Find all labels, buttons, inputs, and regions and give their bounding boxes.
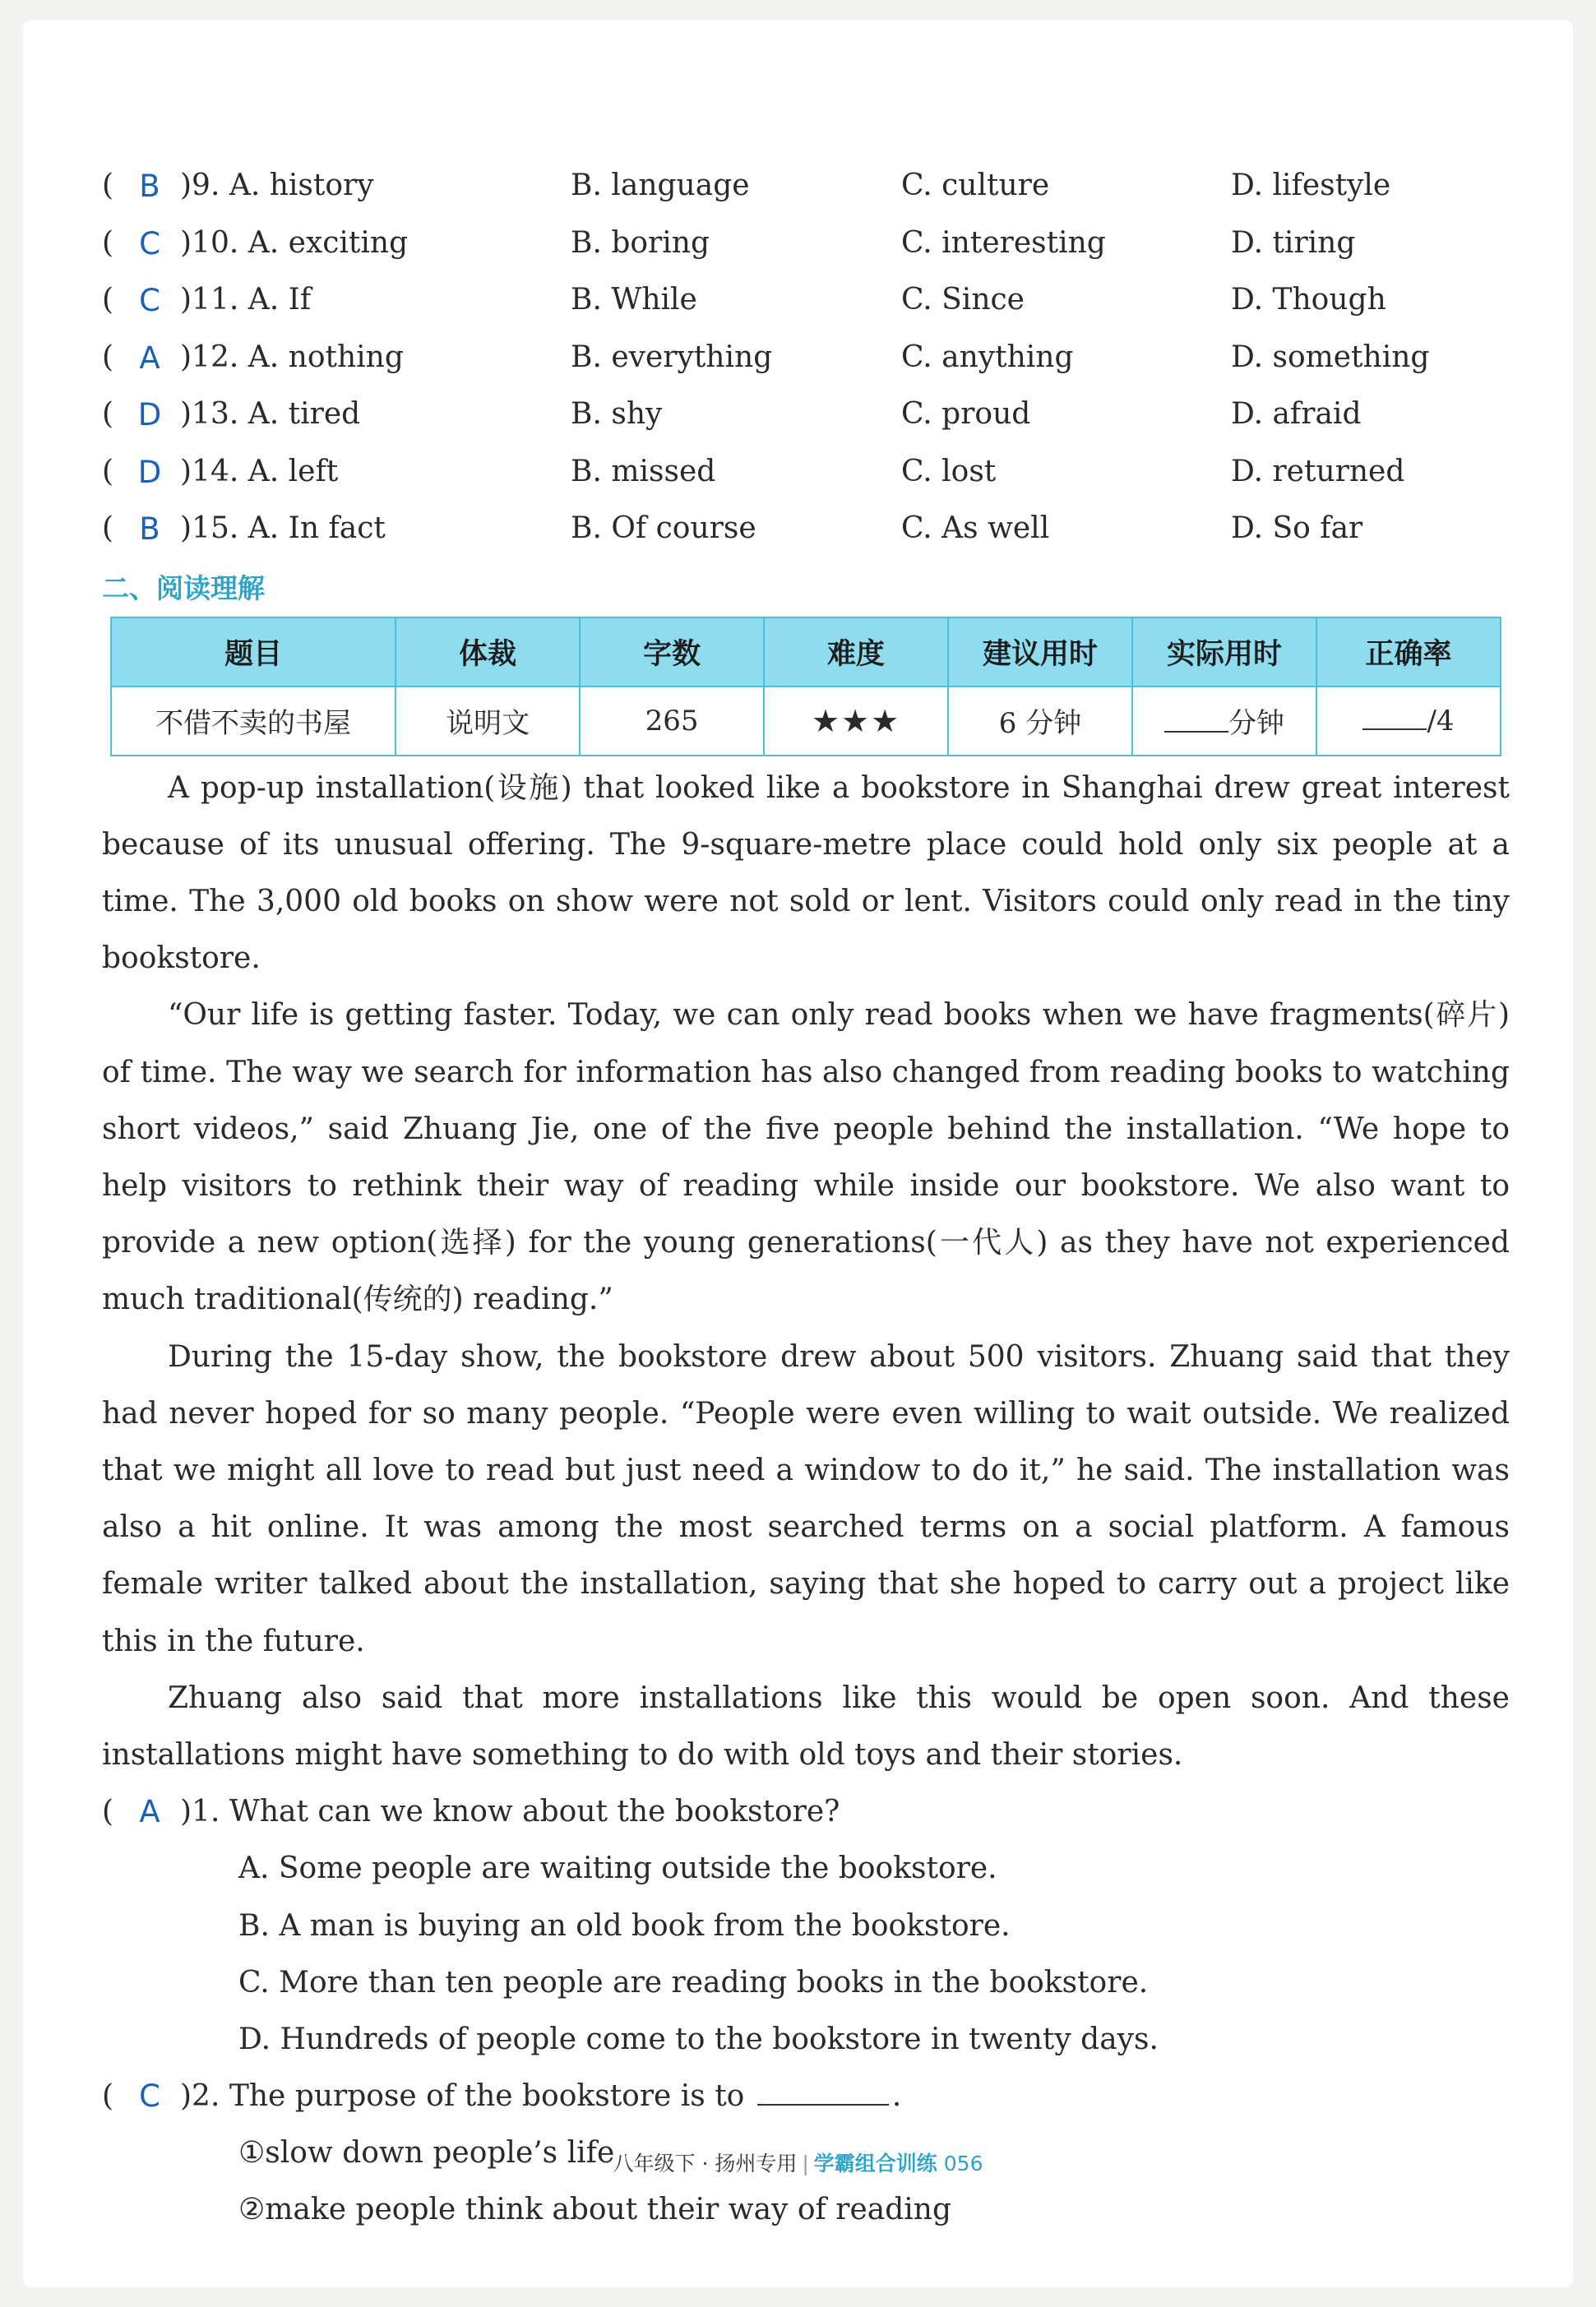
option-d: D. tiring: [1231, 225, 1356, 260]
fill-blank: [757, 2076, 889, 2106]
passage-paragraph: A pop-up installation(设施) that looked like a bookstore in Shanghai drew great interest because of its unusual offering. The 9-square-metre place could hold only six people at a time. The 3,000 old books on show were not sold or lent. Visitors could only read in the tiny bookstore.: [102, 770, 1510, 976]
option-c: C. interesting: [901, 225, 1106, 260]
paren: (: [102, 511, 114, 545]
cell-accuracy: [1316, 687, 1501, 756]
header-genre: 体裁: [396, 617, 580, 687]
cell-difficulty-stars: ★★★: [764, 687, 948, 756]
option-d: D. afraid: [1231, 397, 1362, 431]
cloze-row: [102, 275, 1510, 332]
blank-line: [1362, 704, 1427, 730]
cell-suggested-time: 6 分钟: [948, 687, 1132, 756]
question-1: [102, 1783, 1510, 2068]
option-d: D. returned: [1231, 454, 1405, 488]
cell-actual-time: [1132, 687, 1316, 756]
statement-2: ②make people think about their way of reading: [238, 2193, 952, 2227]
cloze-row: [102, 389, 1510, 446]
option-c: C. proud: [901, 397, 1031, 431]
question-option-a: )12. A. nothing: [180, 340, 404, 374]
option-c: C. lost: [901, 454, 997, 488]
table-row: [111, 687, 1501, 756]
paren: (: [102, 454, 114, 488]
footer-brand: 学霸组合训练: [813, 2152, 937, 2175]
header-difficulty: 难度: [764, 617, 948, 687]
worksheet-content: [102, 160, 1510, 2239]
cloze-row: [102, 218, 1510, 275]
answer-letter: B: [139, 511, 160, 547]
table-header-row: [111, 617, 1501, 687]
option-b: B. Of course: [571, 511, 756, 545]
option-b: B. shy: [571, 397, 663, 431]
cloze-answers: [102, 160, 1510, 561]
cloze-row: [102, 503, 1510, 561]
cloze-row: [102, 446, 1510, 504]
paren: (: [102, 340, 114, 374]
header-actual-time: 实际用时: [1132, 617, 1316, 687]
option-c: C. Since: [901, 283, 1025, 317]
option-b: B. language: [571, 169, 750, 202]
option-d: D. So far: [1231, 511, 1363, 545]
question-option-a: )14. A. left: [180, 454, 339, 488]
question-option-a: )13. A. tired: [180, 397, 361, 431]
answer-letter: D: [137, 454, 162, 490]
accuracy-suffix: /4: [1427, 705, 1455, 737]
statement-1: ①slow down people’s life: [238, 2136, 615, 2171]
paren: (: [102, 169, 114, 202]
cloze-row: [102, 332, 1510, 390]
unit-label: 分钟: [1228, 707, 1284, 740]
header-words: 字数: [580, 617, 764, 687]
question-option-a: )9. A. history: [180, 169, 374, 202]
page-footer: [0, 2147, 1596, 2177]
answer-letter: C: [139, 225, 160, 261]
passage-info-table: [110, 617, 1501, 756]
paren: (: [102, 283, 114, 317]
option-b: B. boring: [571, 225, 710, 260]
paren: (: [102, 225, 114, 260]
header-suggested-time: 建议用时: [948, 617, 1132, 687]
answer-letter: A: [139, 1794, 160, 1830]
question-stem: [102, 1783, 1510, 1840]
cell-title: 不借不卖的书屋: [111, 687, 396, 756]
footer-grade: 八年级下 · 扬州专用: [613, 2152, 798, 2175]
reading-passage: [102, 760, 1510, 1784]
question-stem: [102, 2068, 1510, 2124]
section-title: 二、阅读理解: [102, 571, 265, 604]
answer-letter: C: [139, 2078, 160, 2115]
question-option-a: )10. A. exciting: [180, 225, 409, 260]
option-d: D. Hundreds of people come to the bookstore in twenty days.: [238, 2022, 1159, 2056]
stem-text: )1. What can we know about the bookstore?: [180, 1795, 840, 1829]
answer-letter: D: [137, 397, 162, 432]
passage-paragraph: “Our life is getting faster. Today, we can only read books when we have fragments(碎片) of time. The way we search for information has also changed from reading books to watching short videos,” said Zhuang Jie, one of the five people behind the installation. “We hope to help visitors to rethink their way of reading while inside our bookstore. We also want to provide a new option(选择) for the young generations(一代人) as they have not experienced much traditional(传统的) reading.”: [102, 998, 1510, 1317]
question-option-a: )11. A. If: [180, 283, 312, 317]
answer-letter: C: [139, 283, 160, 318]
answer-letter: A: [139, 340, 160, 376]
question-option-a: )15. A. In fact: [180, 511, 386, 545]
paren: (: [102, 1795, 114, 1829]
header-accuracy: 正确率: [1316, 617, 1501, 687]
option-c: C. culture: [901, 169, 1050, 202]
paren: (: [102, 397, 114, 431]
blank-line: [1164, 706, 1228, 733]
option-b: B. A man is buying an old book from the bookstore.: [238, 1908, 1011, 1943]
option-d: D. lifestyle: [1231, 169, 1391, 202]
footer-separator: |: [802, 2152, 809, 2175]
cloze-row: [102, 160, 1510, 218]
paren: (: [102, 2079, 114, 2114]
option-c: C. As well: [901, 511, 1050, 545]
option-a: A. Some people are waiting outside the bookstore.: [238, 1852, 997, 1886]
cell-genre: 说明文: [396, 687, 580, 756]
option-d: D. something: [1231, 340, 1430, 374]
option-b: B. everything: [571, 340, 773, 374]
option-c: C. anything: [901, 340, 1074, 374]
passage-paragraph: Zhuang also said that more installations like this would be open soon. And these installations might have something to do with old toys and their stories.: [102, 1681, 1510, 1772]
page-number: 056: [943, 2152, 983, 2175]
stem-text: )2. The purpose of the bookstore is to .: [180, 2068, 901, 2124]
option-b: B. missed: [571, 454, 716, 488]
option-d: D. Though: [1231, 283, 1386, 317]
passage-paragraph: During the 15-day show, the bookstore drew about 500 visitors. Zhuang said that they had never hoped for so many people. “People were even willing to wait outside. We realized that we might all love to read but just need a window to do it,” he said. The installation was also a hit online. It was among the most searched terms on a social platform. A famous female writer talked about the installation, saying that she hoped to carry out a project like this in the future.: [102, 1339, 1510, 1658]
header-title: 题目: [111, 617, 396, 687]
answer-letter: B: [139, 169, 160, 204]
cell-words: 265: [580, 687, 764, 756]
option-c: C. More than ten people are reading books in the bookstore.: [238, 1965, 1149, 2000]
option-b: B. While: [571, 283, 697, 317]
